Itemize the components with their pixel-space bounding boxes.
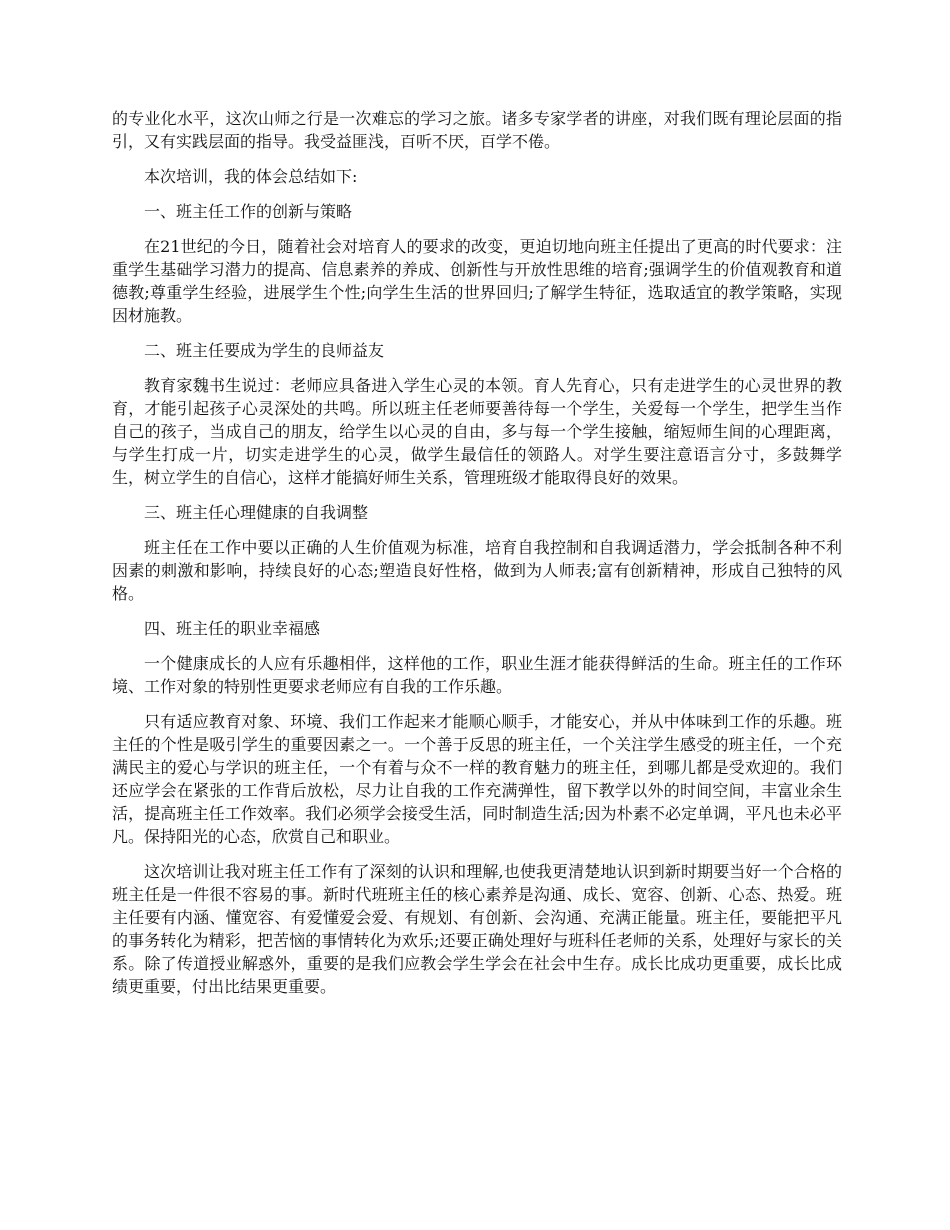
paragraph-summary-lead: 本次培训，我的体会总结如下:	[144, 167, 358, 186]
document-page	[112, 107, 842, 1010]
section-heading-1: 一、班主任工作的创新与策略	[144, 202, 353, 221]
section-heading-2: 二、班主任要成为学生的良师益友	[144, 341, 385, 360]
paragraph-section-2: 教育家魏书生说过：老师应具备进入学生心灵的本领。育人先育心，只有走进学生的心灵世界的教育，才能引起孩子心灵深处的共鸣。所以班主任老师要善待每一个学生，关爱每一个学生，把学生当作自己的孩子，当成自己的朋友，给学生以心灵的自由，多与每一个学生接触，缩短师生间的心理距离，与学生打成一片，切实走进学生的心灵，做学生最信任的领路人。对学生要注意语言分寸，多鼓舞学生，树立学生的自信心，这样才能搞好师生关系，管理班级才能取得良好的效果。	[112, 376, 842, 487]
paragraph-section-4b: 只有适应教育对象、环境、我们工作起来才能顺心顺手，才能安心，并从中体味到工作的乐趣。班主任的个性是吸引学生的重要因素之一。一个善于反思的班主任，一个关注学生感受的班主任，一个充满民主的爱心与学识的班主任，一个有着与众不一样的教育魅力的班主任，到哪儿都是受欢迎的。我们还应学会在紧张的工作背后放松，尽力让自我的工作充满弹性，留下教学以外的时间空间，丰富业余生活，提高班主任工作效率。我们必须学会接受生活，同时制造生活;因为朴素不必定单调，平凡也未必平凡。保持阳光的心态，欣赏自己和职业。	[112, 712, 842, 846]
section-heading-3: 三、班主任心理健康的自我调整	[144, 503, 369, 522]
paragraph-section-1: 在21世纪的今日，随着社会对培育人的要求的改变，更迫切地向班主任提出了更高的时代要求：注重学生基础学习潜力的提高、信息素养的养成、创新性与开放性思维的培育;强调学生的价值观教育和道德教;尊重学生经验，进展学生个性;向学生生活的世界回归;了解学生特征，选取适宜的教学策略，实现因材施教。	[112, 237, 842, 325]
paragraph-conclusion: 这次培训让我对班主任工作有了深刻的认识和理解,也使我更清楚地认识到新时期要当好一个合格的班主任是一件很不容易的事。新时代班班主任的核心素养是沟通、成长、宽容、创新、心态、热爱。班主任要有内涵、懂宽容、有爱懂爱会爱、有规划、有创新、会沟通、充满正能量。班主任，要能把平凡的事务转化为精彩，把苦恼的事情转化为欢乐;还要正确处理好与班科任老师的关系，处理好与家长的关系。除了传道授业解惑外，重要的是我们应教会学生学会在社会中生存。成长比成功更重要，成长比成绩更重要，付出比结果更重要。	[112, 862, 842, 996]
paragraph-intro: 的专业化水平，这次山师之行是一次难忘的学习之旅。诸多专家学者的讲座，对我们既有理论层面的指引，又有实践层面的指导。我受益匪浅，百听不厌，百学不倦。	[112, 109, 842, 151]
section-heading-4: 四、班主任的职业幸福感	[144, 619, 321, 638]
paragraph-section-4a: 一个健康成长的人应有乐趣相伴，这样他的工作，职业生涯才能获得鲜活的生命。班主任的工作环境、工作对象的特别性更要求老师应有自我的工作乐趣。	[112, 654, 842, 696]
paragraph-section-3: 班主任在工作中要以正确的人生价值观为标准，培育自我控制和自我调适潜力，学会抵制各种不利因素的刺激和影响，持续良好的心态;塑造良好性格，做到为人师表;富有创新精神，形成自己独特的风格。	[112, 538, 842, 603]
